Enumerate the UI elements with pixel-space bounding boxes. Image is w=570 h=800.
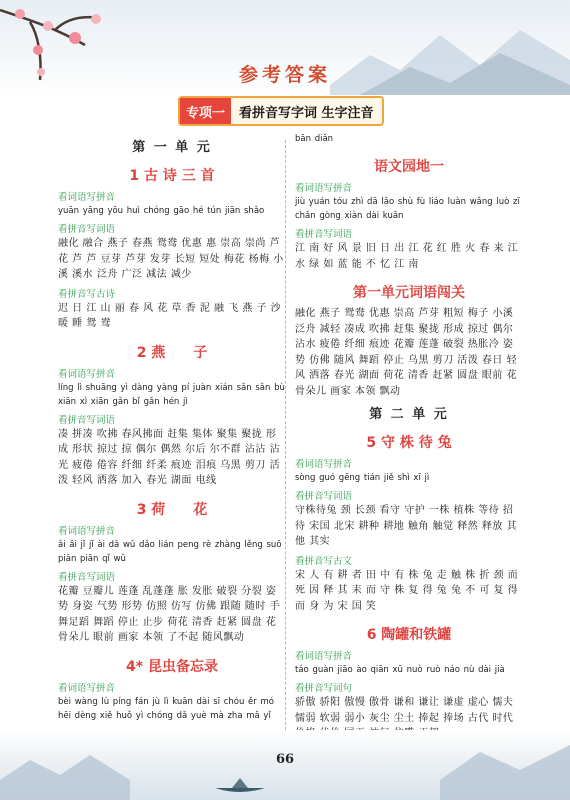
right-column (295, 132, 523, 742)
exercise-subheading: 看词语写拼音 (295, 651, 353, 662)
exercise-subheading: 看词语写拼音 (295, 459, 353, 470)
unit-heading: 第 二 单 元 (369, 407, 449, 422)
lesson-title: 6 陶罐和铁罐 (366, 627, 452, 643)
lesson-title: 1 古 诗 三 首 (129, 168, 215, 184)
lesson-title: 3 荷 花 (136, 501, 208, 518)
answer-characters: 江 南 好 风 景 旧 日 出 江 花 红 胜 火 春 来 江 水 绿 如 蓝 能 不 忆 江 南 (295, 243, 519, 270)
exercise-subheading: 看拼音写词语 (295, 229, 353, 240)
exercise-subheading: 看拼音写词句 (295, 683, 353, 694)
section-banner (178, 96, 384, 126)
lesson-title: 语文园地一 (374, 159, 444, 175)
exercise-subheading: 看拼音写古诗 (58, 288, 116, 300)
section-tag: 专项一 (180, 98, 231, 124)
exercise-subheading: 看拼音写词语 (58, 414, 116, 426)
lesson-title: 2 燕 子 (136, 344, 208, 361)
pinyin-line: yuān yāng yǒu huì chóng gāo hé tún jiān shǎo (58, 206, 265, 216)
pinyin-line: táo guàn jiāo ào qiān xū nuò ruò náo nù dài jià (295, 665, 505, 675)
exercise-subheading: 看拼音写古文 (295, 555, 353, 567)
page-title: 参考答案 (238, 64, 331, 86)
exercise-subheading: 看词语写拼音 (58, 368, 116, 380)
pinyin-line: jiù yuán tóu zhì dā lǎo shù fù liáo luàn wǎng luò zī chǎn gòng xiàn dài kuǎn (295, 197, 520, 221)
answer-characters: 宋 人 有 耕 者 田 中 有 株 兔 走 触 株 折 颈 而 死 因 释 其 耒 而 守 株 复 得 兔 兔 不 可 复 得 而 身 为 宋 国 笑 (295, 569, 519, 612)
exercise-subheading: 看词语写拼音 (58, 682, 116, 694)
answer-characters: 骄傲 骄阳 傲慢 傲骨 谦和 谦让 谦虚 虚心 懦夫 懦弱 软弱 弱小 灰尘 尘土 捧起 捧场 古代 时代 (295, 697, 514, 724)
answer-characters: 融化 燕子 鸳鸯 优惠 崇高 芦芽 粗短 梅子 小溪 泛舟 减轻 凑成 吹拂 赶集 聚拢 形成 掠过 偶尔 沾水 疲倦 纤细 痕迹 花瓣 莲蓬 破裂 热胀冷 姿势 仿佛 随风 舞蹈 停止 乌黑 剪刀 活泼 春日 轻风 洒落 春光 湖面 荷花 清香 赶紧 圆盘 眼前 花骨朵儿 画家 本领 飘动 (295, 308, 518, 397)
answer-characters: 迟 日 江 山 丽 春 风 花 草 香 泥 融 飞 燕 子 沙 暖 睡 鸳 鸯 (58, 302, 282, 329)
left-column (58, 132, 286, 723)
pinyin-line: ǎi ǎi jǐ jǐ ài dǎ wǔ dǎo lián peng rè zhàng lěng suō piān piān qǐ wǔ (58, 539, 282, 564)
section-heading: 看拼音写字词 生字注音 (239, 105, 374, 121)
answer-characters: 凑 拼凑 吹拂 春风拂面 赶集 集体 聚集 聚拢 形成 形状 掠过 掠 偶尔 偶然 尔后 尔不群 沾沾 沾光 疲倦 倦容 纤细 纤柔 痕迹 泪痕 乌黑 剪刀 活泼 轻风 洒落 加入 春光 湖面 电线 (58, 428, 281, 486)
exercise-subheading: 看拼音写词语 (58, 224, 116, 235)
pinyin-line: sòng guó gēng tián jiě shì xī jì (295, 473, 430, 483)
pinyin-line: líng lì shuāng yì dàng yàng pí juàn xián sǎn sǎn bù xiān xì xiān gǎn bǐ gǎn hén jì (58, 382, 285, 407)
lesson-title: 第一单元词语闯关 (353, 285, 465, 301)
exercise-subheading: 看拼音写词语 (295, 491, 353, 502)
exercise-subheading: 看拼音写词语 (58, 571, 116, 583)
unit-heading: 第 一 单 元 (132, 140, 212, 155)
exercise-subheading: 看词语写拼音 (58, 192, 116, 203)
lesson-title: 5 守 株 待 兔 (366, 435, 452, 451)
page-number: 66 (275, 752, 295, 767)
answer-characters: 守株待兔 颈 长颈 看守 守护 一株 植株 等待 招待 宋国 北宋 耕种 耕地 触角 触觉 释然 释放 其他 其实 (295, 505, 518, 547)
answer-characters: 花瓣 豆瓣儿 莲蓬 乱蓬蓬 胀 发胀 破裂 分裂 姿势 身姿 气势 形势 仿照 仿写 仿佛 跟随 随时 手舞足蹈 舞蹈 停止 止步 荷花 清香 赶紧 圆盘 花骨朵儿 眼前 画家 本领 了不起 随风飘动 (58, 585, 281, 643)
exercise-subheading: 看词语写拼音 (58, 525, 116, 537)
lesson-title: 4* 昆虫备忘录 (126, 658, 218, 675)
exercise-subheading: 看词语写拼音 (295, 183, 353, 194)
pinyin-line: bèi wàng lù píng fán jù lì kuān dài sī chóu ěr mó hēi dèng xiě huǒ yì chóng dǎ yuè mà zha mǎ yǐ (58, 696, 274, 721)
pinyin-line: bān diǎn (295, 134, 334, 144)
answer-characters: 融化 融合 燕子 春燕 鸳鸯 优惠 惠 崇高 崇尚 芦花 芦 芦 豆芽 芦芽 发芽 长短 短处 梅花 杨梅 小溪 溪水 泛舟 广泛 减法 减少 (58, 238, 284, 280)
